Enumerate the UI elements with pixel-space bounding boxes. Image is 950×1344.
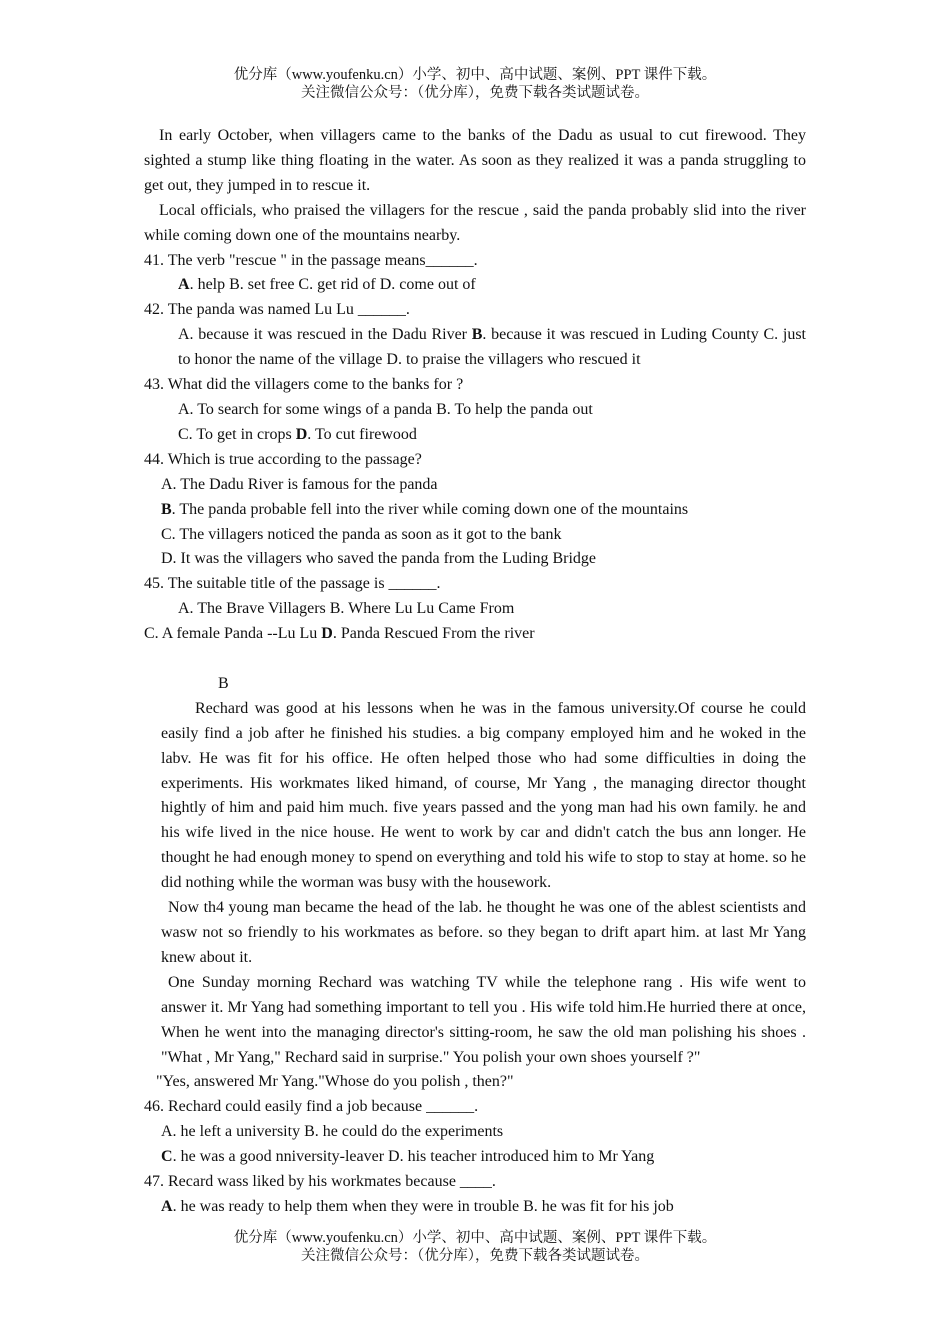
question-44-option-d: D. It was the villagers who saved the panda from the Luding Bridge <box>161 550 596 568</box>
question-43-options-line-1: A. To search for some wings of a panda B. To help the panda out <box>178 400 593 418</box>
question-41-options <box>144 273 806 298</box>
passage-a-paragraph-2: Local officials, who praised the villagers for the rescue , said the panda probably slid into the river while coming down one of the mountains nearby. <box>144 201 806 244</box>
passage-b-paragraph-4: "Yes, answered Mr Yang."Whose do you polish , then?" <box>156 1073 514 1091</box>
question-45-options-line-1: A. The Brave Villagers B. Where Lu Lu Came From <box>178 600 515 618</box>
question-47-options-line-1 <box>144 1195 806 1220</box>
section-b-label: B <box>218 674 229 692</box>
q43-answer-letter: D <box>295 425 308 443</box>
page-header <box>0 66 950 102</box>
question-45-stem: 45. The suitable title of the passage is ______. <box>144 575 441 593</box>
q41-answer-letter: A <box>178 276 190 294</box>
header-line-1: 优分库（www.youfenku.cn）小学、初中、高中试题、案例、PPT 课件下载。 <box>233 67 717 83</box>
document-body <box>144 124 806 1220</box>
question-44-stem: 44. Which is true according to the passage? <box>144 450 422 468</box>
q45-answer-letter: D <box>321 625 333 643</box>
q45-option-c: C. A female Panda --Lu Lu <box>144 625 322 643</box>
question-44-option-c: C. The villagers noticed the panda as soon as it got to the bank <box>161 525 562 543</box>
question-46-options-line-2 <box>144 1145 806 1170</box>
question-41-stem: 41. The verb "rescue " in the passage means______. <box>144 251 478 269</box>
q43-option-c: C. To get in crops <box>178 425 296 443</box>
q45-option-d-text: . Panda Rescued From the river <box>332 625 535 643</box>
q42-answer-letter: B <box>471 326 483 344</box>
q46-answer-letter: C <box>161 1148 173 1166</box>
question-46-stem: 46. Rechard could easily find a job because ______. <box>144 1098 479 1116</box>
spacer <box>144 647 806 672</box>
question-46-options-line-1: A. he left a university B. he could do the experiments <box>161 1123 504 1141</box>
q42-options-rest: . because it was rescued in Luding County C. just to honor the name of the village D. to praise the villagers who rescued it <box>178 326 806 369</box>
question-43-stem: 43. What did the villagers come to the banks for ? <box>144 376 464 394</box>
q47-options-text: . he was ready to help them when they were in trouble B. he was fit for his job <box>172 1197 674 1215</box>
q44-answer-letter: B <box>161 500 172 518</box>
passage-b <box>144 697 806 1071</box>
passage-b-paragraph-2: Now th4 young man became the head of the lab. he thought he was one of the ablest scientists and wasw not so friendly to his workmates as before. so they began to drift apart him. at last Mr Yang knew about it. <box>161 899 806 966</box>
passage-b-paragraph-3: One Sunday morning Rechard was watching TV while the telephone rang . His wife went to answer it. Mr Yang had something important to tell you . His wife told him.He hurried there at once, When he went into the managing director's sitting-room, he saw the old man polishing his shoes . "What , Mr Yang," Rechard said in surprise." You polish your own shoes yourself ?" <box>161 973 806 1066</box>
q43-option-d-text: . To cut firewood <box>307 425 417 443</box>
q42-option-a: A. because it was rescued in the Dadu River <box>178 326 472 344</box>
question-47-stem: 47. Recard wass liked by his workmates because ____. <box>144 1173 496 1191</box>
q41-options-text: . help B. set free C. get rid of D. come out of <box>189 276 476 294</box>
footer-line-2: 关注微信公众号：（优分库），免费下载各类试题试卷。 <box>301 1248 649 1264</box>
question-43-options-line-2 <box>144 423 806 448</box>
question-44-option-b <box>144 498 806 523</box>
header-line-2: 关注微信公众号：（优分库），免费下载各类试题试卷。 <box>301 85 649 101</box>
question-42-options <box>144 323 806 373</box>
page-footer <box>0 1229 950 1265</box>
question-45-options-line-2 <box>144 622 806 647</box>
passage-b-paragraph-1: Rechard was good at his lessons when he was in the famous university.Of course he could easily find a job after he finished his studies. a big company employed him and he woked in the labv. He was fit for his office. He often helped those who had some difficulties in doing the experiments. His workmates liked himand, of course, Mr Yang , the managing director thought hightly of him and paid him much. five years passed and the yong man had his own family. he and his wife lived in the nice house. He went to work by car and didn't catch the bus ann longer. He thought he had enough money to spend on everything and told his wife to stop to stay at home. so he did nothing while the worman was busy with the housework. <box>161 699 806 892</box>
question-42-stem: 42. The panda was named Lu Lu ______. <box>144 301 410 319</box>
question-44-option-a: A. The Dadu River is famous for the panda <box>161 475 438 493</box>
q47-answer-letter: A <box>161 1197 173 1215</box>
q44-option-b-text: . The panda probable fell into the river while coming down one of the mountains <box>171 500 689 518</box>
q46-options-rest: . he was a good nniversity-leaver D. his teacher introduced him to Mr Yang <box>172 1148 655 1166</box>
footer-line-1: 优分库（www.youfenku.cn）小学、初中、高中试题、案例、PPT 课件下载。 <box>233 1230 717 1246</box>
passage-a-paragraph-1: In early October, when villagers came to the banks of the Dadu as usual to cut firewood. They sighted a stump like thing floating in the water. As soon as they realized it was a panda struggling to get out, they jumped in to rescue it. <box>144 127 806 194</box>
